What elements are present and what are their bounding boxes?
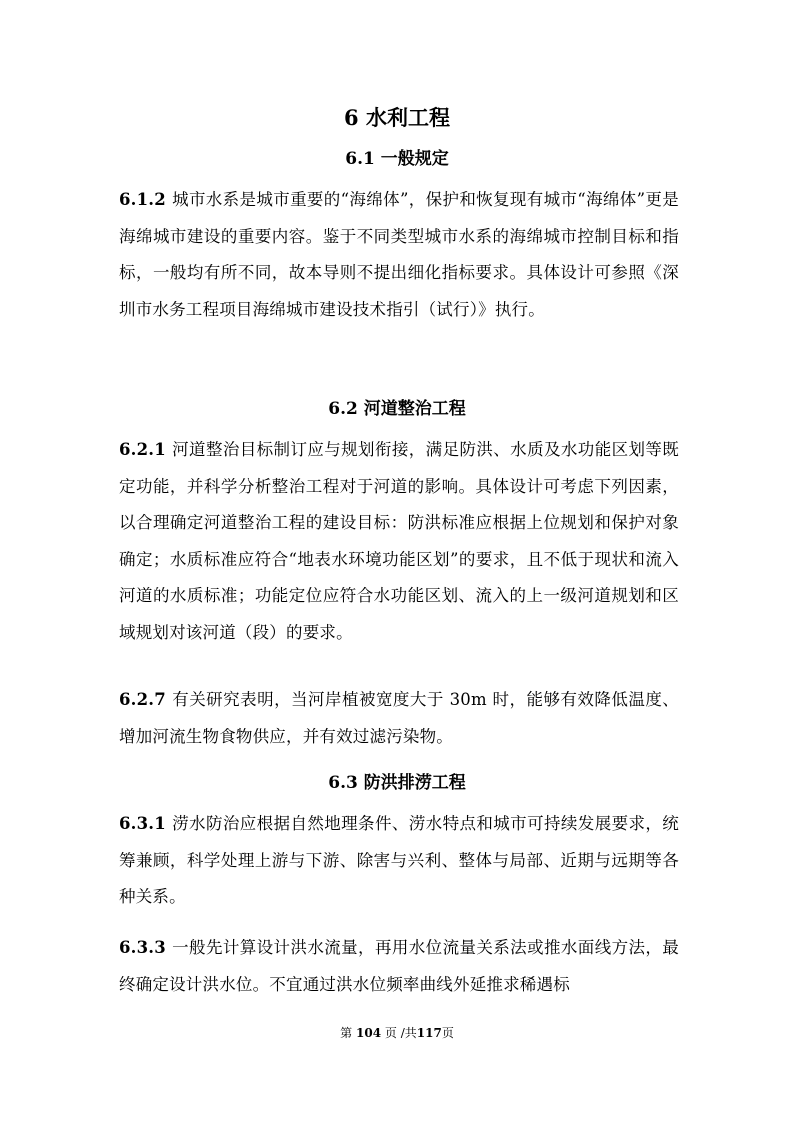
- clause-text: 城市水系是城市重要的“海绵体”，保护和恢复现有城市“海绵体”更是海绵城市建设的重要内容。鉴于不同类型城市水系的海绵城市控制目标和指标，一般均有所不同，故本导则不提出细化指标要求。具体设计可参照《深圳市水务工程项目海绵城市建设技术指引（试行）》执行。: [119, 190, 679, 319]
- clause-text: 一般先计算设计洪水流量，再用水位流量关系法或推水面线方法，最终确定设计洪水位。不宜通过洪水位频率曲线外延推求稀遇标: [119, 938, 679, 994]
- clause-6-3-3: [119, 930, 679, 1003]
- clause-6-3-1: [119, 806, 679, 916]
- clause-number: 6.3.3: [119, 938, 166, 957]
- clause-6-2-1: [119, 432, 679, 651]
- section-title-6-3: 6.3 防洪排涝工程: [328, 773, 466, 793]
- clause-6-1-2: [119, 182, 679, 328]
- clause-6-2-7: [119, 682, 679, 755]
- footer-total-pages: 117: [416, 1026, 442, 1040]
- footer-current-page: 104: [356, 1026, 382, 1040]
- footer-prefix: 第: [340, 1026, 353, 1040]
- clause-number: 6.3.1: [119, 814, 166, 833]
- clause-number: 6.2.7: [119, 690, 166, 709]
- footer-middle: 页 /共: [384, 1026, 417, 1040]
- clause-text: 河道整治目标制订应与规划衔接，满足防洪、水质及水功能区划等既定功能，并科学分析整治工程对于河道的影响。具体设计可考虑下列因素，以合理确定河道整治工程的建设目标：防洪标准应根据上位规划和保护对象确定；水质标准应符合“地表水环境功能区划”的要求，且不低于现状和流入河道的水质标准；功能定位应符合水功能区划、流入的上一级河道规划和区域规划对该河道（段）的要求。: [119, 440, 679, 642]
- clause-number: 6.2.1: [119, 440, 166, 459]
- page-footer: [0, 1023, 794, 1043]
- clause-text: 涝水防治应根据自然地理条件、涝水特点和城市可持续发展要求，统筹兼顾，科学处理上游与下游、除害与兴利、整体与局部、近期与远期等各种关系。: [119, 814, 679, 906]
- clause-text: 有关研究表明，当河岸植被宽度大于 30m 时，能够有效降低温度、增加河流生物食物供应，并有效过滤污染物。: [119, 690, 679, 746]
- chapter-title: 6 水利工程: [344, 105, 450, 130]
- section-title-6-1: 6.1 一般规定: [345, 149, 449, 169]
- footer-suffix: 页: [441, 1026, 454, 1040]
- clause-number: 6.1.2: [119, 190, 166, 209]
- section-title-6-2: 6.2 河道整治工程: [328, 399, 466, 419]
